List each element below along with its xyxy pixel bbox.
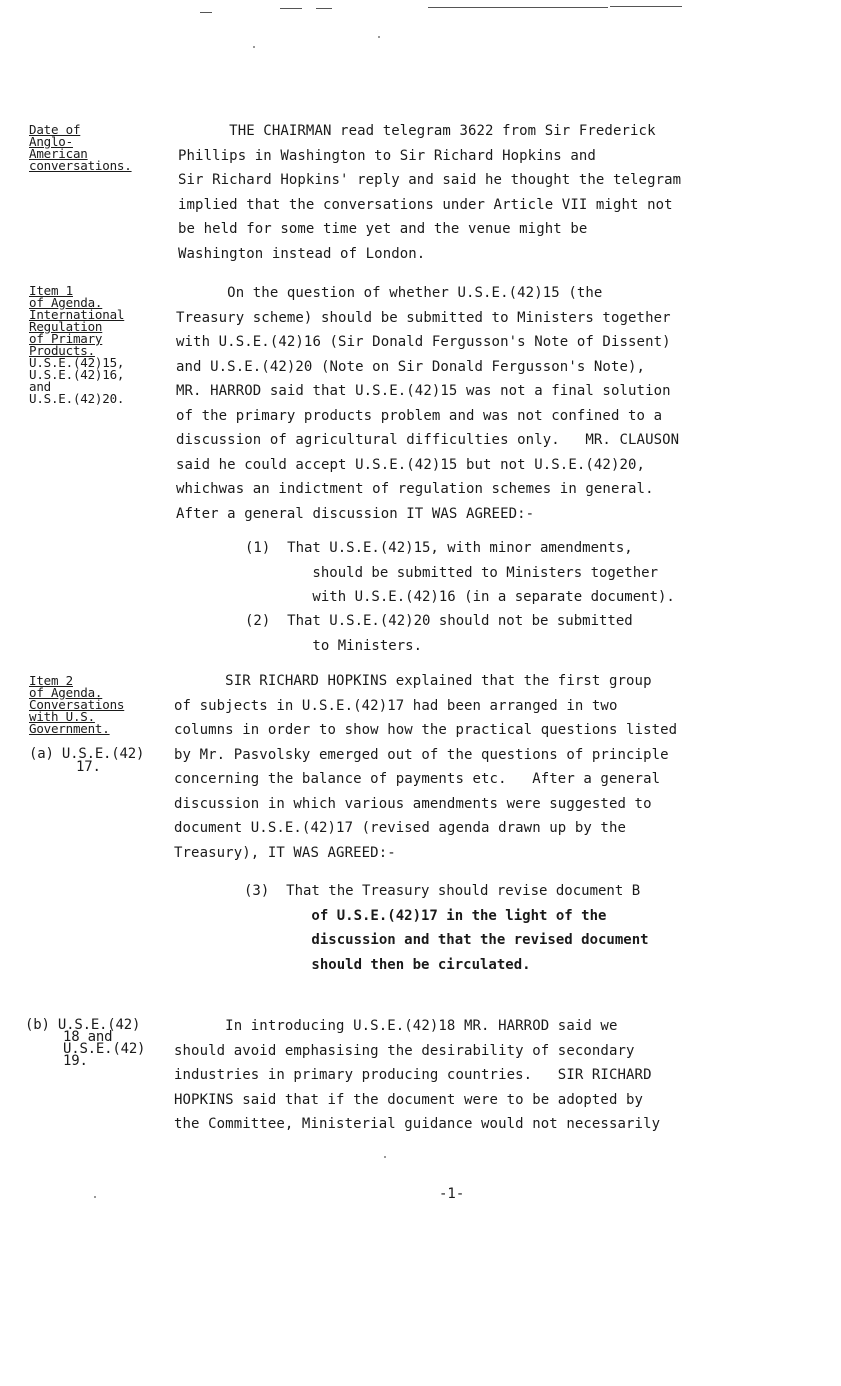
margin-line: U.S.E.(42) <box>63 1041 146 1057</box>
margin-line: Government. <box>29 721 110 736</box>
text-line: After a general discussion IT WAS AGREED:- <box>176 505 535 522</box>
text-line: of U.S.E.(42)17 in the light of the <box>244 907 607 924</box>
scan-mark <box>428 7 608 8</box>
margin-line: of Primary <box>29 331 103 346</box>
text-line: HOPKINS said that if the document were to be adopted by <box>174 1091 644 1108</box>
margin-line: Products. <box>29 343 95 358</box>
margin-line: Conversations <box>29 697 125 712</box>
text-line: Sir Richard Hopkins' reply and said he thought the telegram <box>178 172 682 188</box>
margin-note-item-2b <box>25 1019 145 1067</box>
text-line: implied that the conversations under Article VII might not <box>178 196 673 213</box>
scan-mark <box>610 6 682 7</box>
paragraph-hopkins <box>174 669 677 865</box>
text-line: document U.S.E.(42)17 (revised agenda drawn up by the <box>174 820 627 836</box>
scan-mark <box>200 12 212 13</box>
text-line: Treasury), IT WAS AGREED:- <box>174 844 396 861</box>
text-line: concerning the balance of payments etc. After a general <box>174 771 661 787</box>
margin-line: conversations. <box>29 158 132 173</box>
margin-line: U.S.E.(42)20. <box>29 391 125 406</box>
text-line: should avoid emphasising the desirability of secondary <box>174 1042 635 1059</box>
margin-line: with U.S. <box>29 709 95 724</box>
text-line: On the question of whether U.S.E.(42)15 (the <box>176 285 603 301</box>
scan-mark <box>316 8 332 9</box>
text-line: (3) That the Treasury should revise document B <box>244 883 641 899</box>
text-line: should be submitted to Ministers together <box>245 564 659 581</box>
margin-note-item-2a <box>29 748 144 774</box>
resolution-2 <box>245 609 633 658</box>
margin-note-item-2 <box>29 675 124 735</box>
margin-line: Regulation <box>29 319 103 334</box>
margin-line: and <box>29 379 51 394</box>
margin-line: (b) U.S.E.(42) <box>25 1017 141 1033</box>
margin-line: 18 and <box>63 1029 113 1045</box>
text-line: (1) That U.S.E.(42)15, with minor amendments, <box>245 540 633 556</box>
margin-note-date <box>29 124 132 172</box>
text-line: by Mr. Pasvolsky emerged out of the questions of principle <box>174 746 669 763</box>
margin-line: Date of <box>29 122 81 137</box>
text-line: discussion and that the revised document <box>244 932 649 948</box>
margin-line: 19. <box>63 1053 88 1069</box>
text-line: to Ministers. <box>245 637 423 654</box>
margin-line: 17. <box>76 759 101 775</box>
text-line: said he could accept U.S.E.(42)15 but not U.S.E.(42)20, <box>176 456 646 473</box>
text-line: Washington instead of London. <box>178 245 426 262</box>
text-line: In introducing U.S.E.(42)18 MR. HARROD said we <box>174 1018 618 1034</box>
scan-mark <box>384 1156 386 1158</box>
text-line: columns in order to show how the practical questions listed <box>174 722 678 738</box>
margin-line: U.S.E.(42)15, <box>29 355 125 370</box>
margin-line: (a) U.S.E.(42) <box>29 746 145 762</box>
text-line: be held for some time yet and the venue might be <box>178 221 588 237</box>
margin-line: International <box>29 307 125 322</box>
margin-line: U.S.E.(42)16, <box>29 367 125 382</box>
text-line: MR. HARROD said that U.S.E.(42)15 was not a final solution <box>176 383 671 399</box>
scan-mark <box>378 36 380 38</box>
text-line: should then be circulated. <box>244 956 531 973</box>
text-line: of subjects in U.S.E.(42)17 had been arranged in two <box>174 697 618 714</box>
text-line: discussion of agricultural difficulties only. MR. CLAUSON <box>176 432 680 448</box>
text-line: with U.S.E.(42)16 (in a separate document). <box>245 589 675 605</box>
text-line: THE CHAIRMAN read telegram 3622 from Sir Frederick <box>178 123 656 139</box>
resolution-3 <box>244 879 649 977</box>
text-line: of the primary products problem and was not confined to a <box>176 407 663 424</box>
text-line: the Committee, Ministerial guidance would not necessarily <box>174 1116 661 1132</box>
text-line: (2) That U.S.E.(42)20 should not be submitted <box>245 613 633 629</box>
margin-line: of Agenda. <box>29 685 103 700</box>
paragraph-primary-products <box>176 281 679 526</box>
text-line: Treasury scheme) should be submitted to Ministers together <box>176 309 671 326</box>
text-line: industries in primary producing countries. SIR RICHARD <box>174 1067 652 1083</box>
text-line: Phillips in Washington to Sir Richard Hopkins and <box>178 147 596 164</box>
paragraph-chairman <box>178 119 681 266</box>
scan-mark <box>94 1196 96 1198</box>
text-line: discussion in which various amendments were suggested to <box>174 795 652 812</box>
paragraph-harrod <box>174 1014 660 1137</box>
text-line: whichwas an indictment of regulation schemes in general. <box>176 481 654 497</box>
text-line: with U.S.E.(42)16 (Sir Donald Fergusson's Note of Dissent) <box>176 334 671 350</box>
text-line: SIR RICHARD HOPKINS explained that the first group <box>174 673 652 689</box>
resolution-1 <box>245 536 675 610</box>
margin-note-item-1 <box>29 285 124 405</box>
scan-mark <box>253 46 255 48</box>
margin-line: American <box>29 146 88 161</box>
margin-line: Item 2 <box>29 673 73 688</box>
text-line: and U.S.E.(42)20 (Note on Sir Donald Fergusson's Note), <box>176 358 646 375</box>
page-number: -1- <box>439 1186 465 1202</box>
margin-line: of Agenda. <box>29 295 103 310</box>
margin-line: Anglo- <box>29 134 73 149</box>
scan-mark <box>280 8 302 9</box>
margin-line: Item 1 <box>29 283 73 298</box>
